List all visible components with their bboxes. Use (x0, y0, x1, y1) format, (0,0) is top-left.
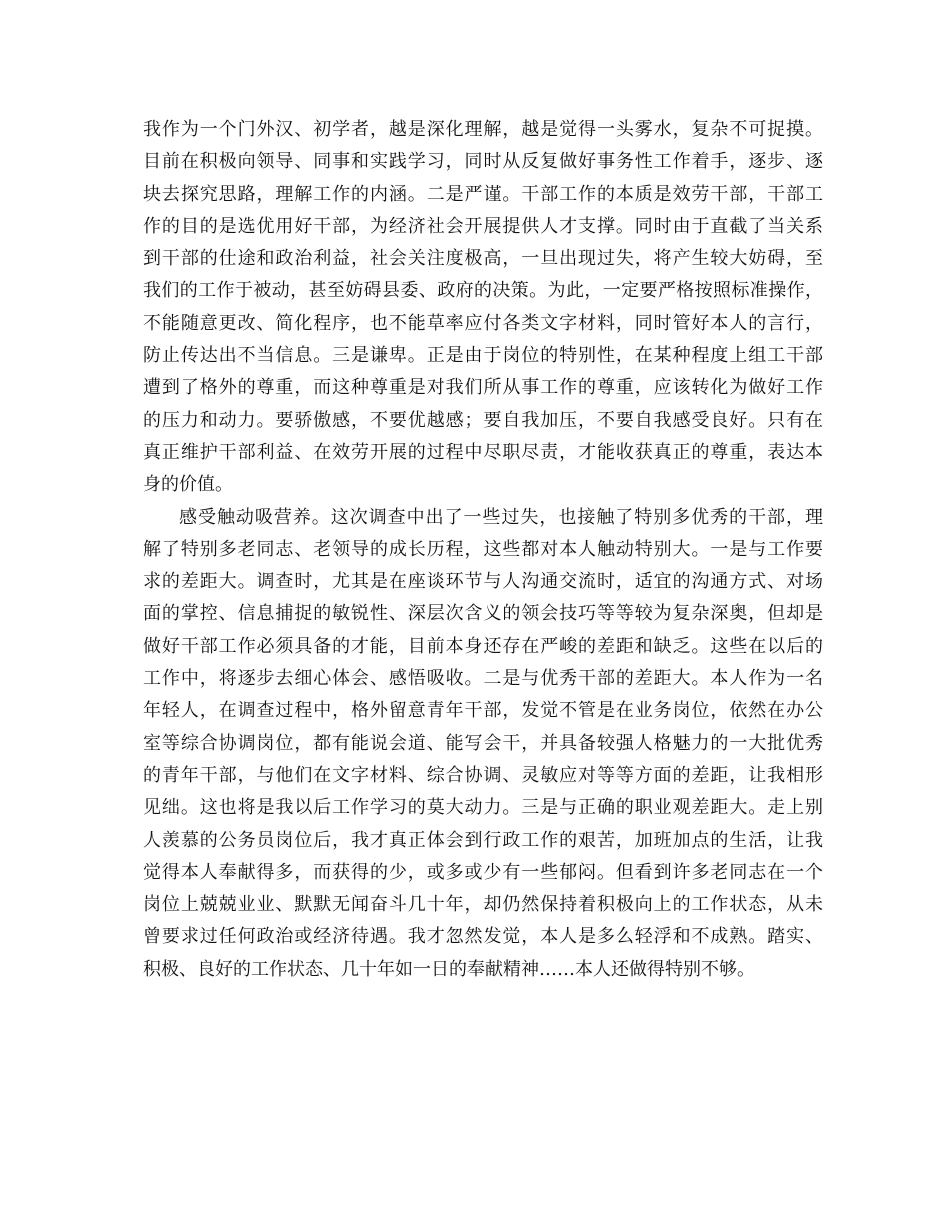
paragraph-line: 求的差距大。调查时，尤其是在座谈环节与人沟通交流时，适宜的沟通方式、对场 (143, 571, 823, 593)
paragraph-line: 块去探究思路，理解工作的内涵。二是严谨。干部工作的本质是效劳干部，干部工 (143, 183, 823, 205)
paragraph-line: 做好干部工作必须具备的才能，目前本身还存在严峻的差距和缺乏。这些在以后的 (143, 635, 823, 657)
document-body (143, 114, 823, 986)
paragraph-line: 的青年干部，与他们在文字材料、综合协调、灵敏应对等等方面的差距，让我相形 (143, 764, 823, 786)
paragraph-line: 我作为一个门外汉、初学者，越是深化理解，越是觉得一头雾水，复杂不可捉摸。 (143, 119, 823, 140)
paragraph-line: 不能随意更改、简化程序，也不能草率应付各类文字材料，同时管好本人的言行， (143, 312, 823, 334)
paragraph-line: 见绌。这也将是我以后工作学习的莫大动力。三是与正确的职业观差距大。走上别 (143, 797, 823, 819)
paragraph-line: 积极、良好的工作状态、几十年如一日的奉献精神……本人还做得特别不够。 (143, 958, 755, 980)
paragraph-line: 解了特别多老同志、老领导的成长历程，这些都对本人触动特别大。一是与工作要 (143, 538, 823, 560)
paragraph-line: 工作中，将逐步去细心体会、感悟吸收。二是与优秀干部的差距大。本人作为一名 (143, 668, 823, 690)
paragraph-1 (143, 114, 823, 502)
paragraph-line: 作的目的是选优用好干部，为经济社会开展提供人才支撑。同时由于直截了当关系 (143, 215, 823, 237)
paragraph-line: 真正维护干部利益、在效劳开展的过程中尽职尽责，才能收获真正的尊重，表达本 (143, 441, 823, 463)
paragraph-line: 身的价值。 (143, 474, 233, 496)
paragraph-line: 感受触动吸营养。这次调查中出了一些过失，也接触了特别多优秀的干部，理 (179, 506, 823, 528)
paragraph-line: 目前在积极向领导、同事和实践学习，同时从反复做好事务性工作着手，逐步、逐 (143, 151, 823, 173)
paragraph-line: 面的掌控、信息捕捉的敏锐性、深层次含义的领会技巧等等较为复杂深奥，但却是 (143, 603, 823, 625)
paragraph-line: 我们的工作于被动，甚至妨碍县委、政府的决策。为此，一定要严格按照标准操作， (143, 280, 823, 302)
paragraph-line: 到干部的仕途和政治利益，社会关注度极高，一旦出现过失，将产生较大妨碍，至 (143, 248, 823, 270)
paragraph-line: 岗位上兢兢业业、默默无闻奋斗几十年，却仍然保持着积极向上的工作状态，从未 (143, 894, 823, 916)
paragraph-line: 的压力和动力。要骄傲感，不要优越感；要自我加压，不要自我感受良好。只有在 (143, 409, 823, 431)
paragraph-line: 室等综合协调岗位，都有能说会道、能写会干，并具备较强人格魅力的一大批优秀 (143, 732, 823, 754)
paragraph-line: 遭到了格外的尊重，而这种尊重是对我们所从事工作的尊重，应该转化为做好工作 (143, 377, 823, 399)
paragraph-line: 人羡慕的公务员岗位后，我才真正体会到行政工作的艰苦，加班加点的生活，让我 (143, 829, 823, 851)
paragraph-line: 曾要求过任何政治或经济待遇。我才忽然发觉，本人是多么轻浮和不成熟。踏实、 (143, 926, 823, 948)
paragraph-line: 年轻人，在调查过程中，格外留意青年干部，发觉不管是在业务岗位，依然在办公 (143, 700, 823, 722)
paragraph-line: 防止传达出不当信息。三是谦卑。正是由于岗位的特别性，在某种程度上组工干部 (143, 345, 823, 367)
paragraph-2 (143, 502, 823, 986)
paragraph-line: 觉得本人奉献得多，而获得的少，或多或少有一些郁闷。但看到许多老同志在一个 (143, 861, 823, 883)
